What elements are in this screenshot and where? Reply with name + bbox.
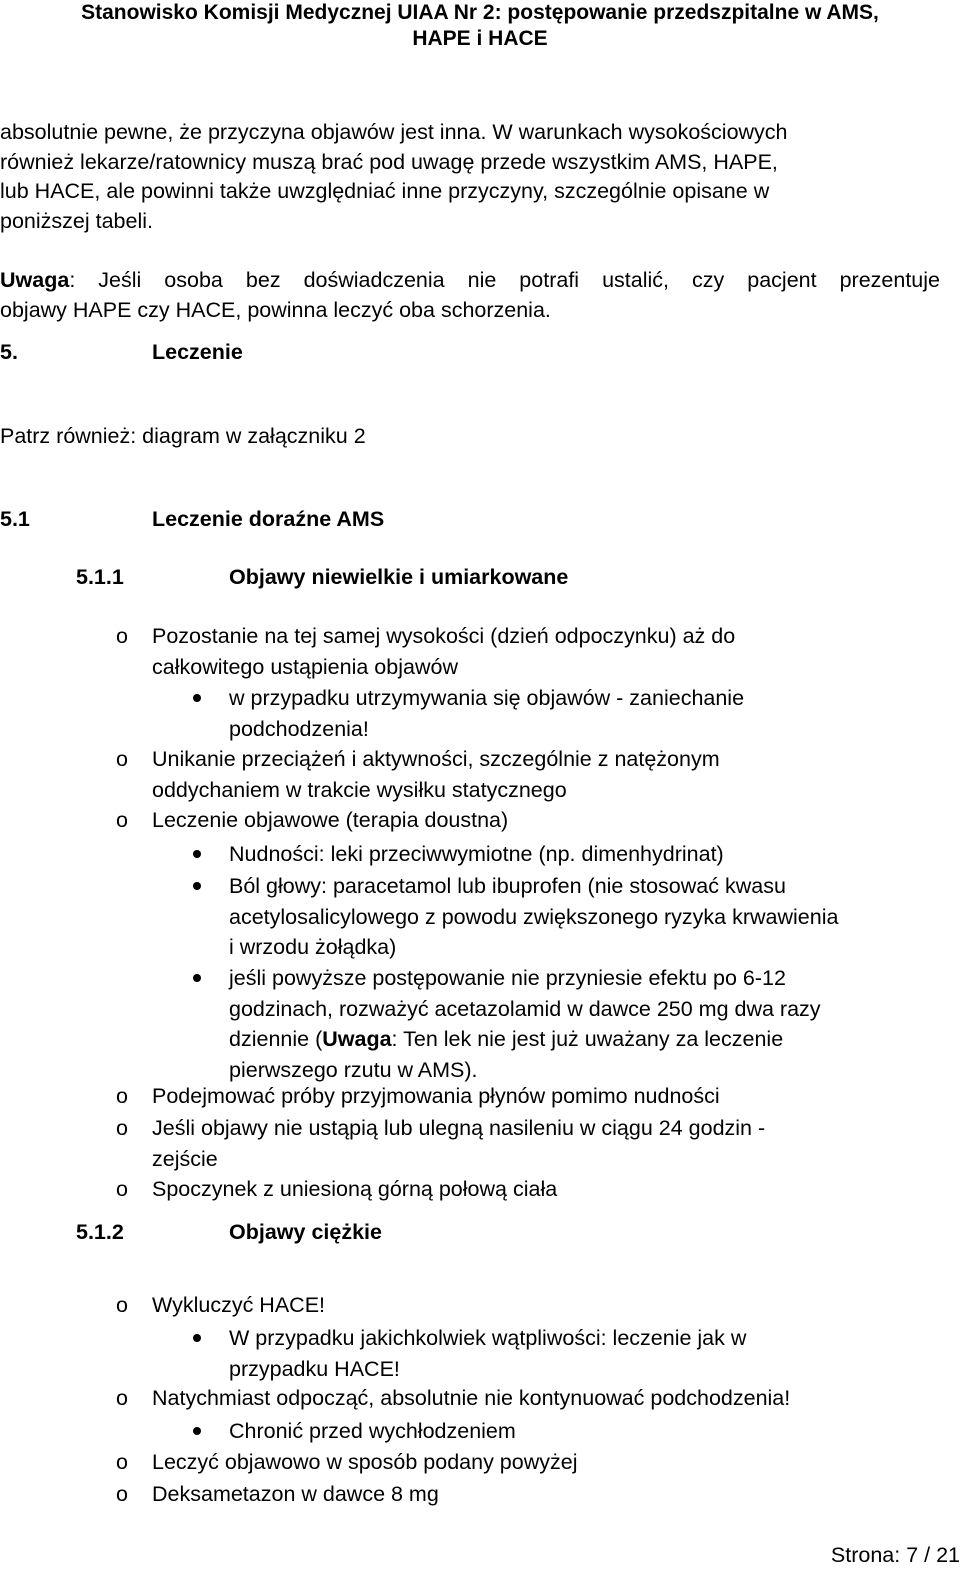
list-item [152,744,720,805]
list-item: Leczyć objawowo w sposób podany powyżej [152,1450,578,1474]
note-label: Uwaga [322,1027,392,1051]
header-line-1: Stanowisko Komisji Medycznej UIAA Nr 2: postępowanie przedszpitalne w AMS, [81,1,879,24]
section-5-number: 5. [0,340,18,364]
sub-list-item-line: przypadku HACE! [229,1356,400,1381]
list-marker: o [116,1116,128,1140]
list-item: Podejmować próby przyjmowania płynów pomimo nudności [152,1084,720,1108]
note-text: : Jeśli osoba bez doświadczenia nie potrafi ustalić, czy pacjent prezentuje [69,268,940,292]
bullet-icon [193,974,201,982]
list-item: Wykluczyć HACE! [152,1293,326,1317]
bullet-icon [193,882,201,890]
list-item-line: oddychaniem w trakcie wysiłku statycznego [152,777,567,802]
sub-list-item-line: i wrzodu żołądka) [229,935,397,959]
section-5-1-title: Leczenie doraźne AMS [152,507,385,531]
note-label: Uwaga [0,268,70,292]
list-item-line: całkowitego ustąpienia objawów [152,654,458,679]
list-marker: o [116,624,128,648]
list-item: Spoczynek z uniesioną górną połową ciała [152,1177,558,1201]
intro-line: lub HACE, ale powinni także uwzględniać inne przyczyny, szczególnie opisane w [0,179,770,203]
sub-list-item: Nudności: leki przeciwwymiotne (np. dimenhydrinat) [229,842,724,866]
intro-line: poniższej tabeli. [0,208,153,233]
list-item-line: Jeśli objawy nie ustąpią lub ulegną nasileniu w ciągu 24 godzin - [152,1116,766,1140]
text-span: : Ten lek nie jest już uważany za leczenie [391,1027,784,1051]
sub-list-item [229,963,821,1085]
sub-list-item [229,1323,746,1384]
note-paragraph [0,266,940,325]
text-span: dziennie ( [229,1027,323,1051]
list-marker: o [116,1084,128,1108]
bullet-icon [193,1334,201,1342]
sub-list-item: Chronić przed wychłodzeniem [229,1419,516,1443]
sub-list-item [229,683,744,744]
page-number: Strona: 7 / 21 [830,1543,960,1567]
list-item [152,621,735,682]
list-item: Natychmiast odpocząć, absolutnie nie kontynuować podchodzenia! [152,1386,791,1410]
bullet-icon [193,694,201,702]
sub-list-item [229,871,838,963]
list-marker: o [116,1177,128,1201]
section-5-title: Leczenie [152,340,243,364]
sub-list-item-line: w przypadku utrzymywania się objawów - zaniechanie [229,686,745,710]
intro-line: absolutnie pewne, że przyczyna objawów jest inna. W warunkach wysokościowych [0,120,788,144]
list-item-line: Pozostanie na tej samej wysokości (dzień odpoczynku) aż do [152,624,736,648]
list-marker: o [116,808,128,832]
bullet-icon [193,850,201,858]
see-also-text: Patrz również: diagram w załączniku 2 [0,424,366,448]
sub-list-item-line: pierwszego rzutu w AMS). [229,1057,478,1082]
document-header [0,0,960,52]
note-line [0,266,940,296]
list-marker: o [116,1386,128,1410]
sub-list-item-line: podchodzenia! [229,716,369,741]
intro-line: również lekarze/ratownicy muszą brać pod uwagę przede wszystkim AMS, HAPE, [0,149,778,174]
sub-list-item-line: godzinach, rozważyć acetazolamid w dawce 250 mg dwa razy [229,996,821,1021]
sub-list-item-line: W przypadku jakichkolwiek wątpliwości: leczenie jak w [229,1326,747,1350]
list-item-line: Unikanie przeciążeń i aktywności, szczególnie z natężonym [152,747,720,771]
list-item: Leczenie objawowe (terapia doustna) [152,808,509,832]
sub-list-item-line [229,1024,821,1055]
list-marker: o [116,1450,128,1474]
list-marker: o [116,1293,128,1317]
section-5-1-1-title: Objawy niewielkie i umiarkowane [229,565,569,589]
header-line-2: HAPE i HACE [412,27,548,50]
section-5-1-2-number: 5.1.2 [76,1220,124,1244]
section-5-1-number: 5.1 [0,507,30,531]
list-marker: o [116,1482,128,1506]
section-5-1-1-number: 5.1.1 [76,565,124,589]
sub-list-item-line: Ból głowy: paracetamol lub ibuprofen (nie stosować kwasu [229,874,786,898]
note-line: objawy HAPE czy HACE, powinna leczyć oba schorzenia. [0,297,551,322]
list-marker: o [116,747,128,771]
section-5-1-2-title: Objawy ciężkie [229,1220,382,1244]
sub-list-item-line: jeśli powyższe postępowanie nie przyniesie efektu po 6-12 [229,966,786,990]
list-item-line: zejście [152,1146,218,1171]
list-item: Deksametazon w dawce 8 mg [152,1482,439,1506]
intro-paragraph [0,118,940,236]
bullet-icon [193,1427,201,1435]
sub-list-item-line: acetylosalicylowego z powodu zwiększonego ryzyka krwawienia [229,904,839,929]
list-item [152,1113,765,1174]
